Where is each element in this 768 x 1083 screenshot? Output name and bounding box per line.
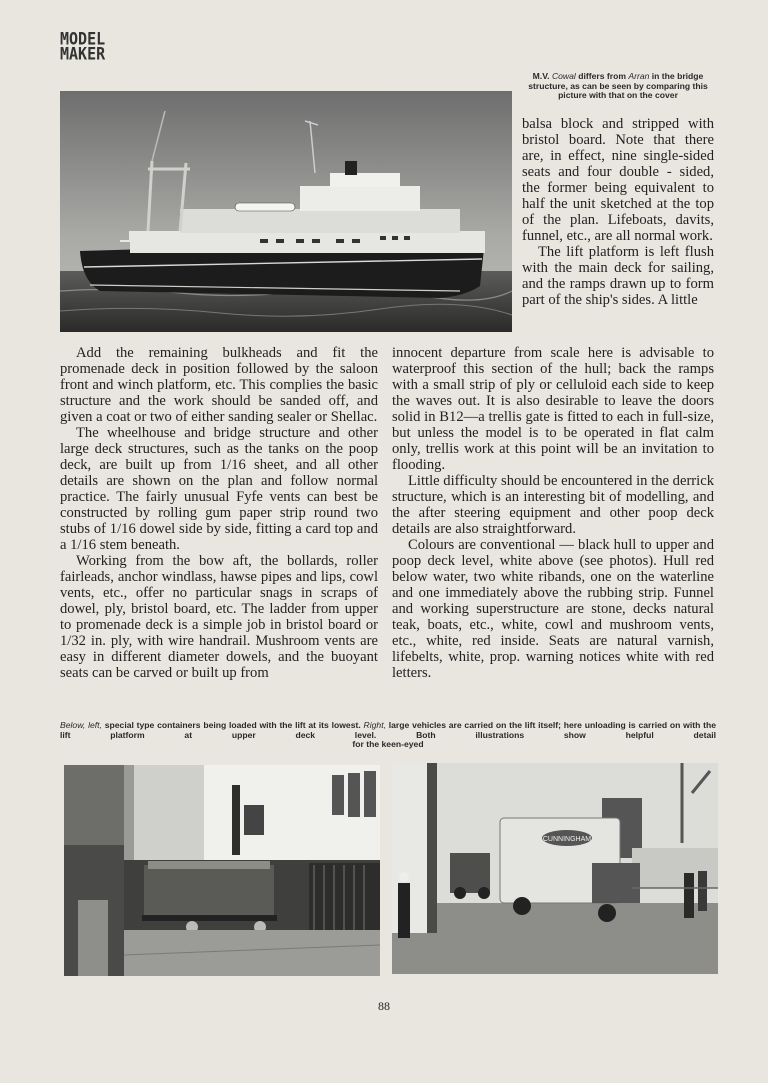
- container-illustration: [64, 765, 380, 976]
- ship-photo: [60, 91, 512, 332]
- ship-side-paragraph-1: balsa block and stripped with bristol board. Note that there are, in effect, nine single-sided seats and four double - sided, the former being equivalent to half the unit sketched at the top of the plan. Lifeboats, davits, funnel, etc., are all normal work.: [522, 116, 714, 244]
- right-column: [392, 345, 714, 681]
- logo-line-1: MODEL: [60, 29, 106, 49]
- caption-bottom-line: [60, 721, 716, 740]
- logo-line-2: MAKER: [60, 44, 106, 64]
- ship-photo-caption: [522, 72, 714, 101]
- page-number: 88: [378, 999, 390, 1013]
- bottom-photos-caption: [60, 721, 716, 750]
- caption-ship-name-1: Cowal: [551, 71, 576, 81]
- caption-prefix: M.V.: [532, 71, 550, 81]
- vehicle-illustration: [392, 763, 718, 974]
- caption-rest: in the bridge structure, as can be seen by comparing this picture with that on the cover: [528, 71, 708, 100]
- vehicle-unloading-photo: [392, 763, 718, 974]
- container-loading-photo: [64, 765, 380, 976]
- ship-side-text: [522, 116, 714, 308]
- right-paragraph-1: innocent departure from scale here is advisable to waterproof this section of the hull; back the ramps with a small strip of ply or celluloid each side to keep the waves out. It is also desirable to leave the doors solid in B12—a trellis gate is fitted to each in full-size, but unless the model is to be operated in flat calm only, trellis work at this point will be an invitation to flooding.: [392, 345, 714, 473]
- caption-bottom-last: for the keen-eyed: [352, 739, 424, 750]
- caption-mid: differs from: [578, 71, 626, 81]
- left-column: [60, 345, 378, 681]
- magazine-logo: [60, 29, 106, 64]
- right-paragraph-3: Colours are conventional — black hull to upper and poop deck level, white above (see photos). Hull red below water, two white ribands, one on the waterline and one immediately above the rubbing strip. Funnel and working superstructure are stone, decks natural teak, boats, etc., white, cowl and mushroom vents, etc., white, red inside. Seats are natural varnish, lifebelts, white, prop. warning notices white with red letters.: [392, 537, 714, 681]
- left-paragraph-2: The wheelhouse and bridge structure and other large deck structures, such as the tanks on the poop deck, are built up from 1/16 sheet, and all other details are shown on the plan and follow normal practice. The fairly unusual Fyfe vents can best be constructed by rolling gum paper strip round two stubs of 1/16 dowel side by side, fitting a card top and a 1/16 stem beneath.: [60, 425, 378, 553]
- caption-ship-name-2: Arran: [628, 71, 650, 81]
- caption-below-text: special type containers being loaded with the lift at its lowest.: [104, 720, 361, 730]
- left-paragraph-1: Add the remaining bulkheads and fit the promenade deck in position followed by the saloon front and winch platform, etc. This complies the basic structure and the work should be sanded off, and given a coat or two of either sanding sealer or Shellac.: [60, 345, 378, 425]
- van-sign-text: CUNNINGHAM: [542, 836, 592, 843]
- right-paragraph-2: Little difficulty should be encountered in the derrick structure, which is an interesting bit of modelling, and the after steering equipment and other poop deck details are also straightforward.: [392, 473, 714, 537]
- caption-right-label: Right,: [363, 720, 386, 730]
- caption-below-label: Below, left,: [60, 720, 102, 730]
- left-paragraph-3: Working from the bow aft, the bollards, roller fairleads, anchor windlass, hawse pipes and lips, cowl vents, etc., offer no particular snags in scraps of dowel, ply, bristol board, etc. The ladder from upper to promenade deck is a simple job in bristol board or 1/32 in. ply, with wire handrail. Mushroom vents are easy in different diameter dowels, and the buoyant seats can be carved or built up from: [60, 553, 378, 681]
- ship-illustration: [60, 91, 512, 332]
- ship-side-paragraph-2: The lift platform is left flush with the main deck for sailing, and the ramps drawn up to form part of the ship's sides. A little: [522, 244, 714, 308]
- caption-right-text: large vehicles are carried on the lift itself; here unloading is carried on with the lift platform at upper deck level. Both illustrations show helpful detail: [60, 720, 717, 740]
